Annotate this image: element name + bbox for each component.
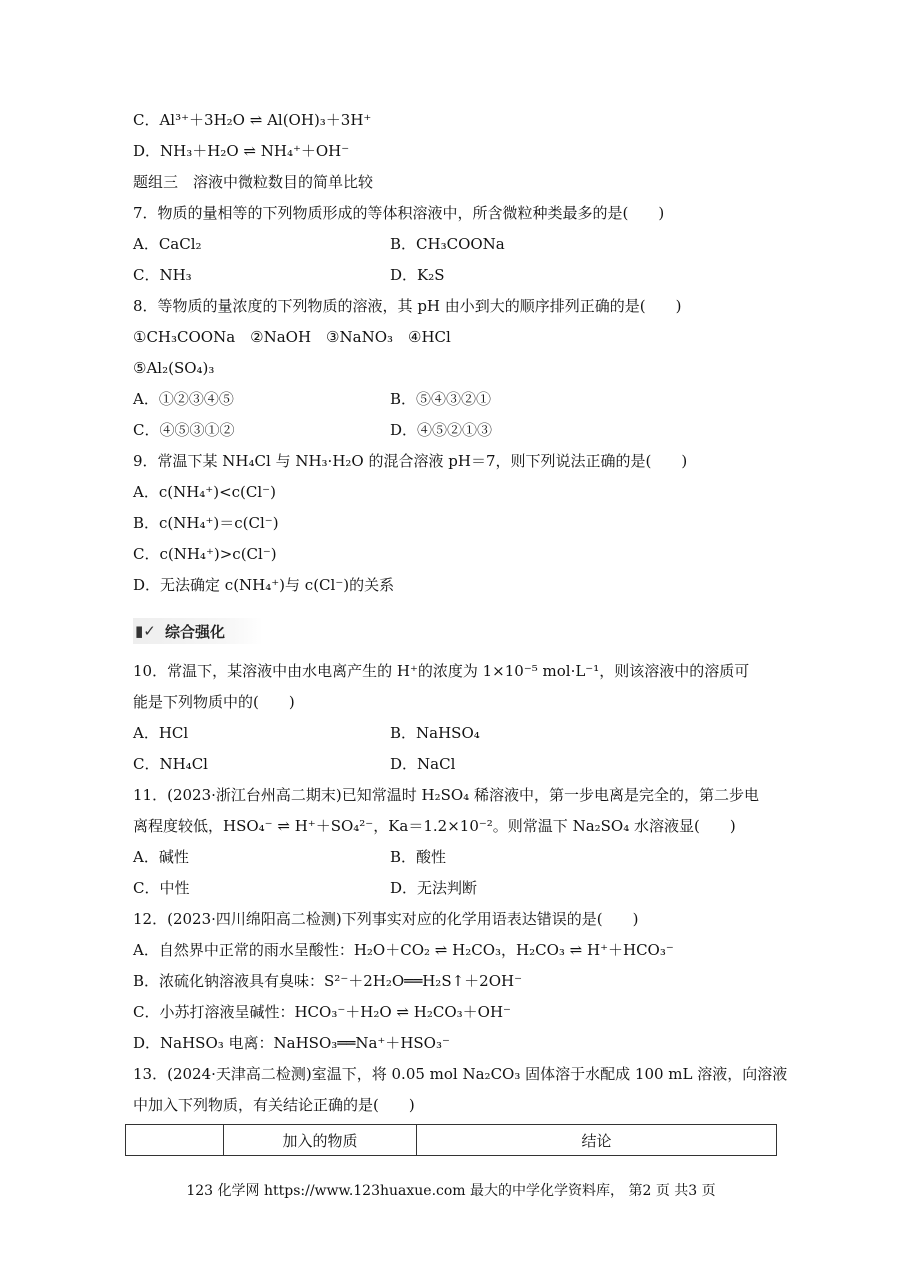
q11-option-b: B．酸性: [390, 848, 447, 866]
q13-table: [125, 1124, 777, 1156]
question-10: 10．常温下，某溶液中由水电离产生的 H⁺的浓度为 1×10⁻⁵ mol·L⁻¹，则该溶液中的溶质可: [133, 662, 750, 680]
q9-option-d: D．无法确定 c(NH₄⁺)与 c(Cl⁻)的关系: [133, 576, 395, 594]
q12-option-d: D．NaHSO₃ 电离：NaHSO₃══Na⁺＋HSO₃⁻: [133, 1034, 450, 1052]
section-title: 综合强化: [165, 622, 226, 641]
group-three-title: 题组三 溶液中微粒数目的简单比较: [133, 173, 374, 191]
q7-option-c: C．NH₃: [133, 266, 192, 284]
q7-option-d: D．K₂S: [390, 266, 445, 284]
table-header-cell: [126, 1125, 224, 1156]
q9-option-c: C．c(NH₄⁺)>c(Cl⁻): [133, 545, 277, 563]
q11-option-d: D．无法判断: [390, 879, 478, 897]
q10-option-a: A．HCl: [133, 724, 189, 742]
q8-option-b: B．⑤④③②①: [390, 390, 492, 408]
q9-option-a: A．c(NH₄⁺)<c(Cl⁻): [133, 483, 276, 501]
q8-substance-5: ⑤Al₂(SO₄)₃: [133, 359, 215, 377]
question-13-cont: 中加入下列物质，有关结论正确的是( ): [133, 1096, 415, 1114]
q9-option-b: B．c(NH₄⁺)＝c(Cl⁻): [133, 514, 279, 532]
question-12: 12．(2023·四川绵阳高二检测)下列事实对应的化学用语表达错误的是( ): [133, 910, 639, 928]
q11-option-a: A．碱性: [133, 848, 189, 866]
question-7: 7．物质的量相等的下列物质形成的等体积溶液中，所含微粒种类最多的是( ): [133, 204, 665, 222]
q10-option-b: B．NaHSO₄: [390, 724, 480, 742]
q10-option-d: D．NaCl: [390, 755, 456, 773]
checkmark-icon: ▮✓: [135, 622, 156, 640]
page-footer: 123 化学网 https://www.123huaxue.com 最大的中学化学资料库， 第2 页 共3 页: [186, 1183, 716, 1199]
option-d-nh3-ionization: D．NH₃＋H₂O ⇌ NH₄⁺＋OH⁻: [133, 142, 350, 160]
section-header: [133, 618, 263, 644]
q12-option-c: C．小苏打溶液呈碱性：HCO₃⁻＋H₂O ⇌ H₂CO₃＋OH⁻: [133, 1003, 511, 1021]
q8-option-d: D．④⑤②①③: [390, 421, 493, 439]
q8-substances: ①CH₃COONa ②NaOH ③NaNO₃ ④HCl: [133, 328, 451, 346]
q12-option-a: A．自然界中正常的雨水呈酸性：H₂O＋CO₂ ⇌ H₂CO₃，H₂CO₃ ⇌ H⁺＋HCO₃⁻: [133, 941, 674, 959]
question-11: 11．(2023·浙江台州高二期末)已知常温时 H₂SO₄ 稀溶液中，第一步电离是完全的，第二步电: [133, 786, 759, 804]
option-c-al-hydrolysis: C．Al³⁺＋3H₂O ⇌ Al(OH)₃＋3H⁺: [133, 111, 372, 129]
table-header-cell: 加入的物质: [224, 1125, 417, 1156]
q8-option-a: A．①②③④⑤: [133, 390, 234, 408]
question-11-cont: 离程度较低，HSO₄⁻ ⇌ H⁺＋SO₄²⁻，Ka＝1.2×10⁻²。则常温下 Na₂SO₄ 水溶液显( ): [133, 817, 736, 835]
q7-option-b: B．CH₃COONa: [390, 235, 505, 253]
table-header-cell: 结论: [417, 1125, 777, 1156]
q11-option-c: C．中性: [133, 879, 190, 897]
question-9: 9．常温下某 NH₄Cl 与 NH₃·H₂O 的混合溶液 pH＝7，则下列说法正确的是( ): [133, 452, 688, 470]
question-10-cont: 能是下列物质中的( ): [133, 693, 295, 711]
q12-option-b: B．浓硫化钠溶液具有臭味：S²⁻＋2H₂O══H₂S↑＋2OH⁻: [133, 972, 523, 990]
question-13: 13．(2024·天津高二检测)室温下，将 0.05 mol Na₂CO₃ 固体溶于水配成 100 mL 溶液，向溶液: [133, 1065, 788, 1083]
table-header-row: [126, 1125, 777, 1156]
q7-option-a: A．CaCl₂: [133, 235, 202, 253]
question-8: 8．等物质的量浓度的下列物质的溶液，其 pH 由小到大的顺序排列正确的是( ): [133, 297, 682, 315]
q8-option-c: C．④⑤③①②: [133, 421, 235, 439]
q10-option-c: C．NH₄Cl: [133, 755, 208, 773]
